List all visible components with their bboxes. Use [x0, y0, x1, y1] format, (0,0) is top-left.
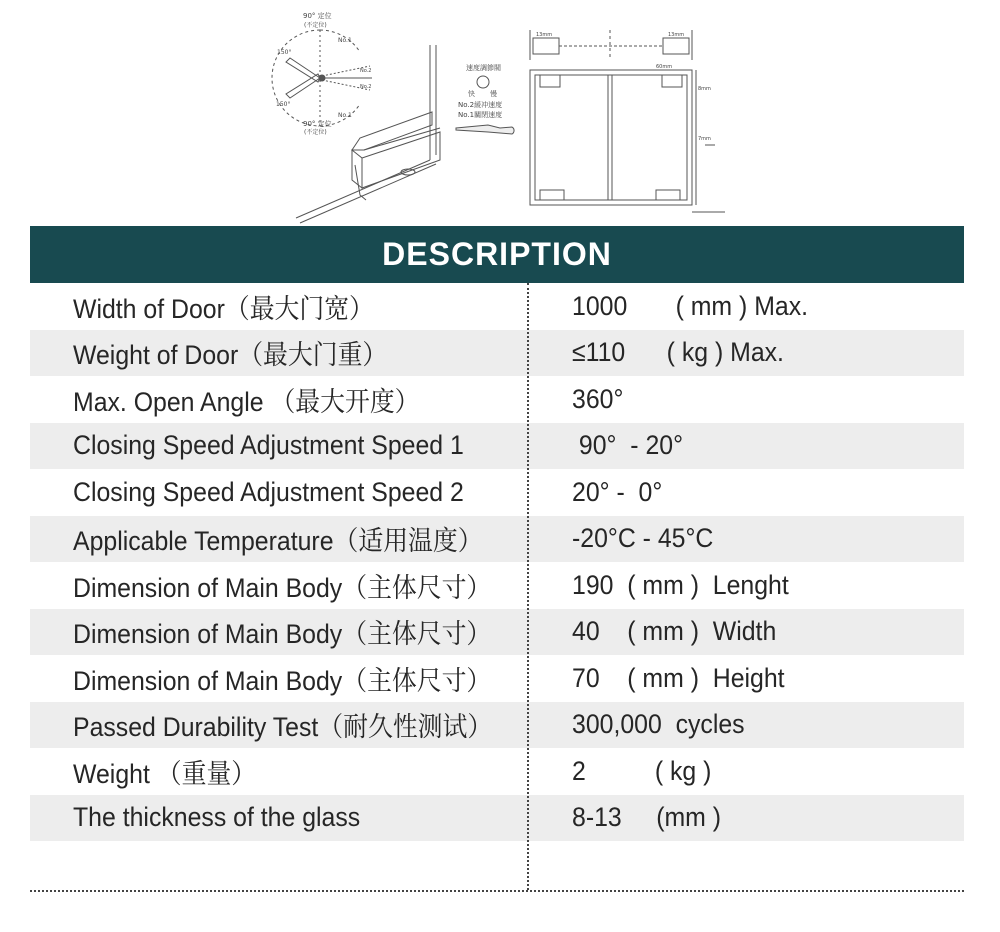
table-row: [30, 795, 964, 842]
no1-bottom-label: No.1: [338, 112, 352, 119]
angle-diagram: [272, 30, 372, 126]
speed-slow-label: 慢: [490, 90, 497, 98]
spec-value: 90° - 20°: [572, 430, 684, 461]
spec-label: Dimension of Main Body（主体尺寸）: [73, 619, 492, 650]
spec-label: Max. Open Angle （最大开度）: [73, 386, 420, 417]
spec-label: Weight of Door（最大门重）: [73, 340, 388, 371]
spec-value: 1000 ( mm ) Max.: [572, 290, 809, 321]
dim-60mm: 60mm: [656, 64, 673, 70]
no1-top-label: No.1: [338, 37, 352, 44]
spec-label: Width of Door（最大门宽）: [73, 293, 374, 324]
angle-bottom-sub-label: (不定位): [304, 129, 327, 136]
speed-no2-label: No.2緩冲速度: [458, 101, 503, 109]
angle-bottom-label: 90° 定位: [303, 120, 332, 128]
table-row: [30, 330, 964, 377]
description-title: DESCRIPTION: [382, 236, 612, 272]
spec-value: 20° - 0°: [572, 476, 663, 507]
angle-150-top-label: 150°: [277, 49, 292, 56]
spec-value: ≤110 ( kg ) Max.: [572, 337, 784, 368]
dim-7mm: 7mm: [698, 136, 711, 142]
bottom-divider: [30, 890, 964, 892]
dim-13mm-left: 13mm: [536, 32, 553, 38]
spec-label: Dimension of Main Body（主体尺寸）: [73, 572, 492, 603]
angle-top-label: 90° 定位: [303, 12, 332, 20]
spec-value: 70 ( mm ) Height: [572, 662, 785, 693]
angle-150-bottom-label: 150°: [276, 101, 291, 108]
spec-value: 190 ( mm ) Lenght: [572, 569, 789, 600]
spec-value: 2 ( kg ): [572, 755, 712, 786]
spec-label: Passed Durability Test（耐久性测试）: [73, 712, 493, 743]
spec-table: [30, 283, 964, 888]
dim-13mm-right: 13mm: [668, 32, 685, 38]
spec-value: -20°C - 45°C: [572, 523, 714, 554]
table-row: [30, 376, 964, 423]
table-row: [30, 655, 964, 702]
table-row: [30, 469, 964, 516]
column-divider: [527, 283, 529, 890]
spec-label: The thickness of the glass: [73, 802, 361, 833]
spec-value: 300,000 cycles: [572, 709, 745, 740]
table-row: [30, 562, 964, 609]
spec-label: Weight （重量）: [73, 758, 257, 789]
spec-value: 40 ( mm ) Width: [572, 616, 777, 647]
description-header: [30, 226, 964, 283]
table-row: [30, 283, 964, 330]
speed-no1-label: No.1關閉速度: [458, 111, 503, 119]
spec-label: Dimension of Main Body（主体尺寸）: [73, 665, 492, 696]
spec-value: 8-13 (mm ): [572, 802, 722, 833]
table-row: [30, 841, 964, 888]
speed-fast-label: 快: [468, 90, 475, 98]
door-frame-drawing: [530, 30, 725, 212]
speed-valve-icon: [477, 76, 489, 88]
spec-label: Closing Speed Adjustment Speed 2: [73, 476, 464, 507]
spec-label: Closing Speed Adjustment Speed 1: [73, 430, 464, 461]
technical-drawings: [0, 0, 1000, 225]
table-row: [30, 609, 964, 656]
no2-bottom-label: No.2: [360, 84, 372, 90]
table-row: [30, 516, 964, 563]
table-row: [30, 748, 964, 795]
speed-title-label: 速度調節閥: [466, 64, 501, 72]
table-row: [30, 423, 964, 470]
spec-value: 360°: [572, 383, 624, 414]
angle-top-sub-label: (不定位): [304, 22, 327, 29]
dim-8mm: 8mm: [698, 86, 711, 92]
no2-top-label: No.2: [360, 68, 372, 74]
table-row: [30, 702, 964, 749]
spec-label: Applicable Temperature（适用温度）: [73, 526, 483, 557]
